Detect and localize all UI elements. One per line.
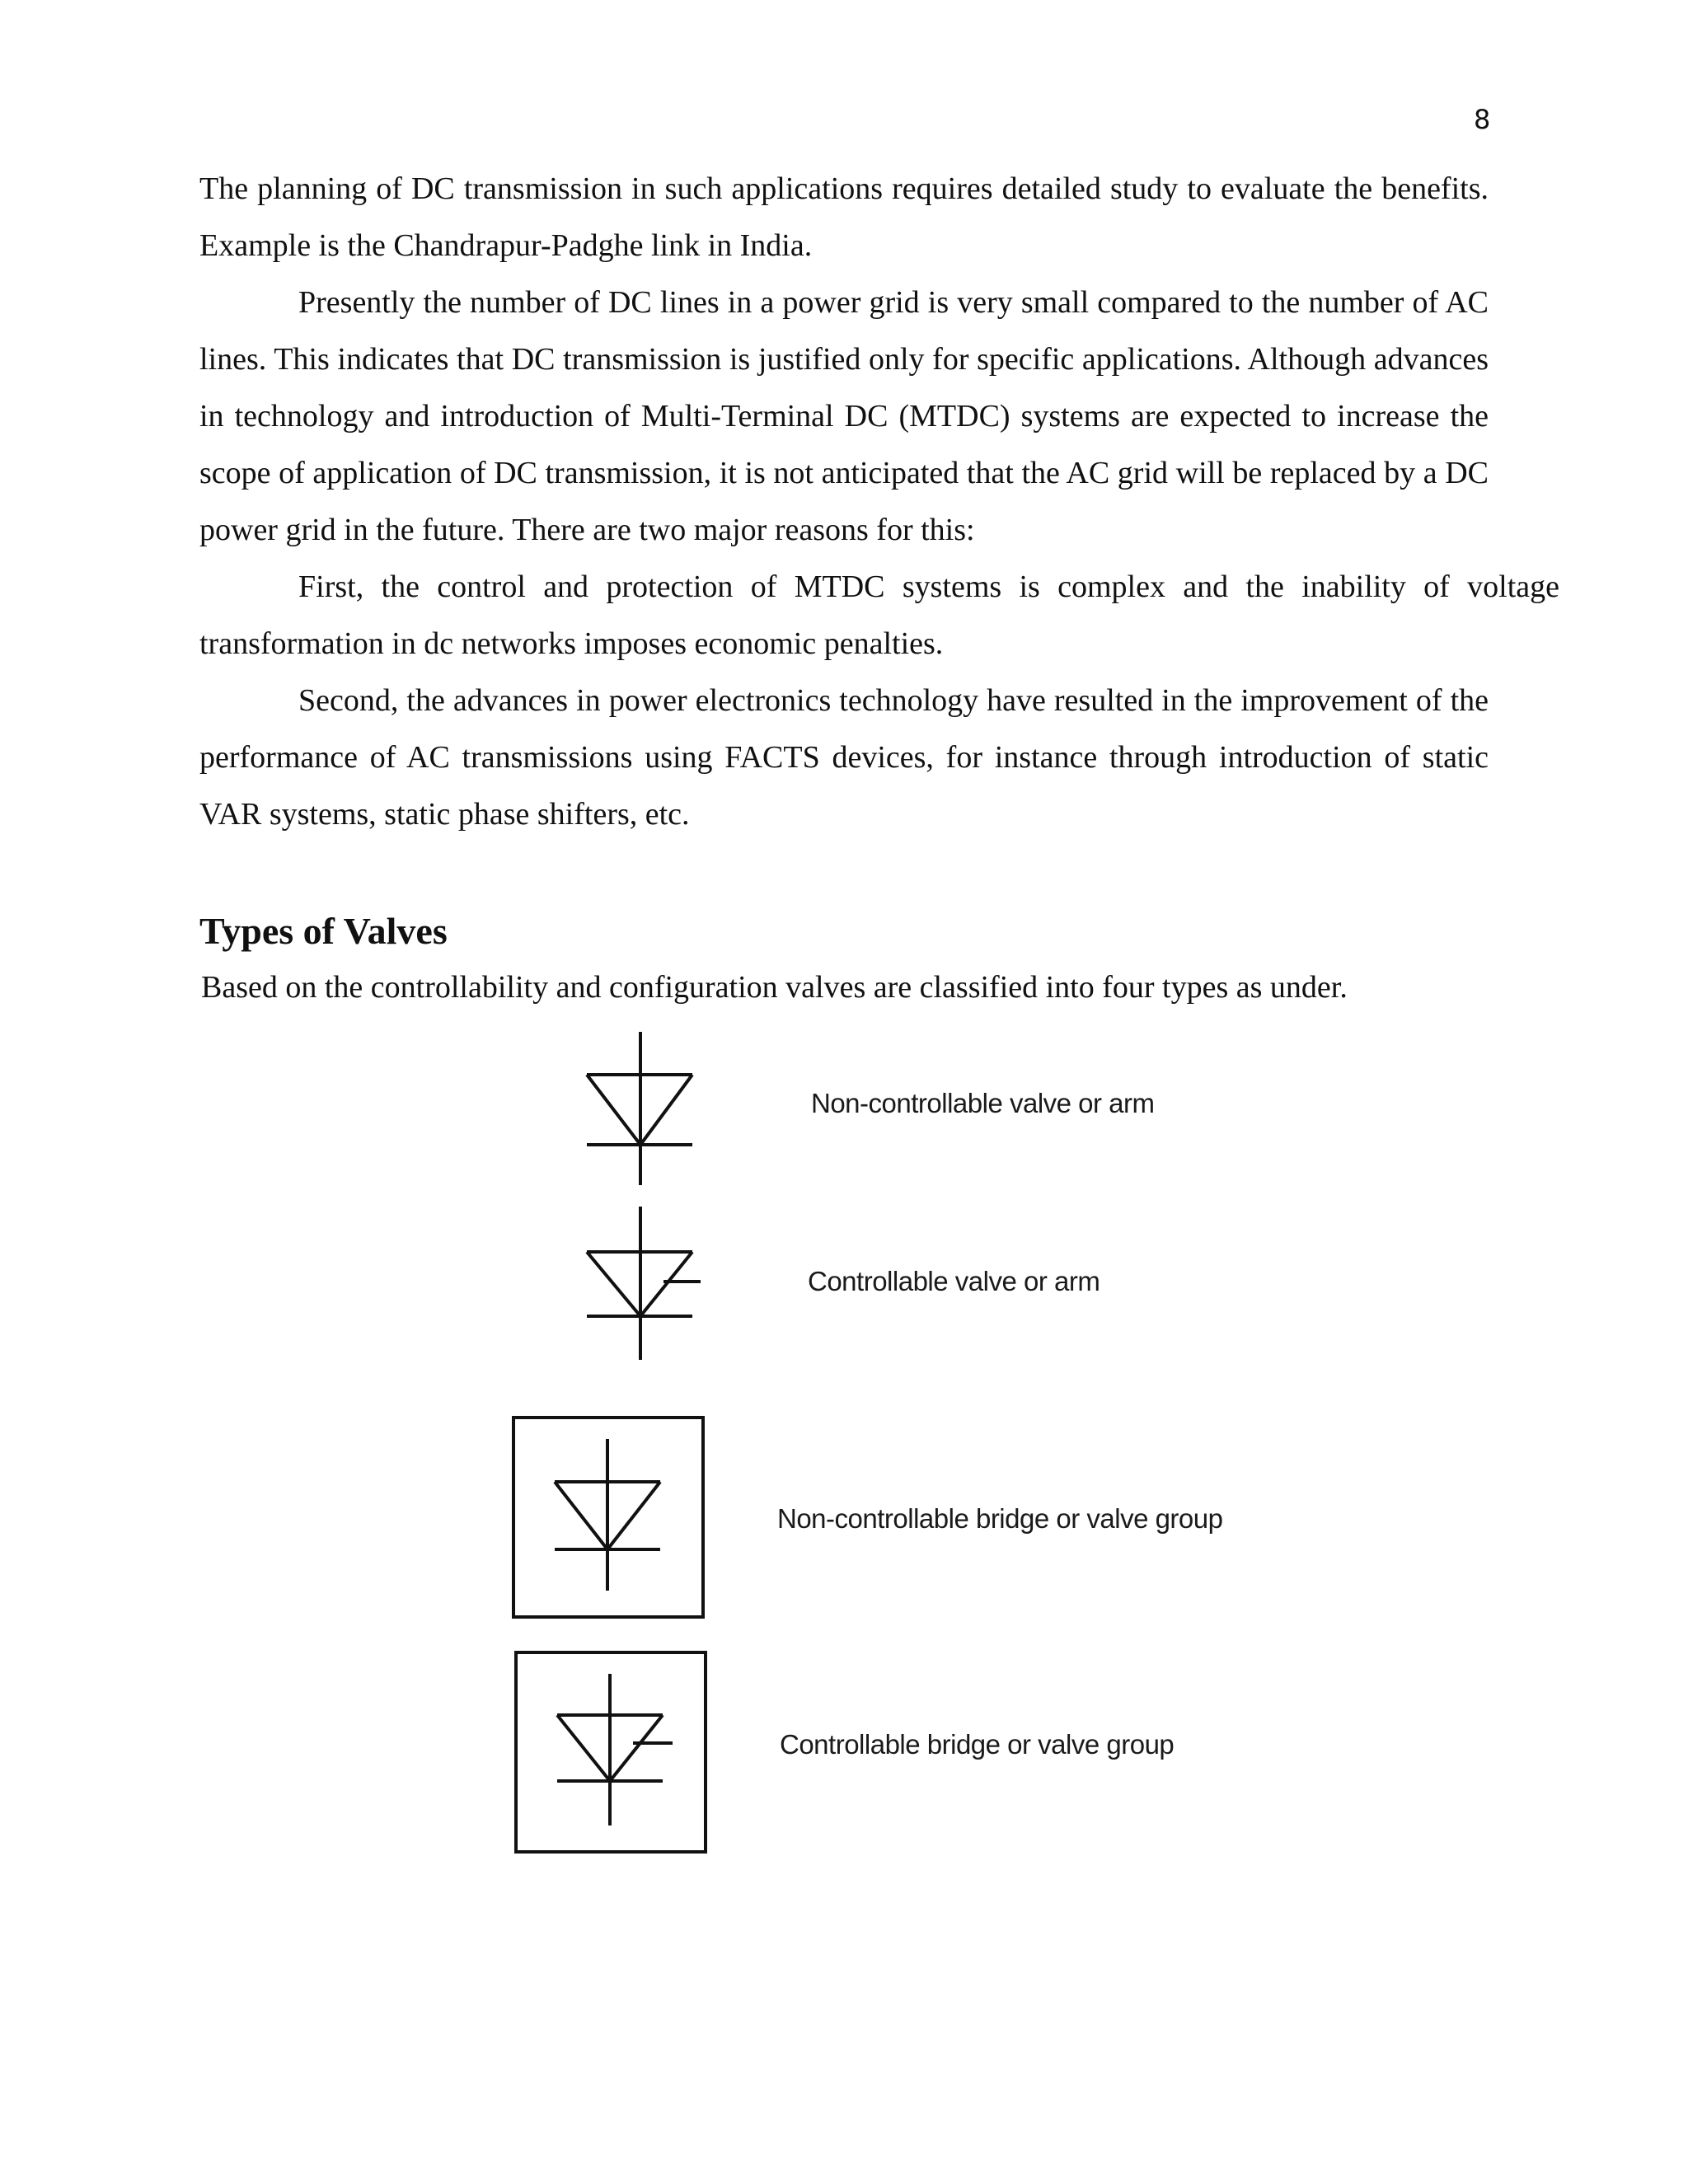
section-intro: Based on the controllability and configuration valves are classified into four types as under.	[201, 970, 1348, 1005]
valve-label-controllable-bridge: Controllable bridge or valve group	[780, 1729, 1175, 1760]
paragraph-first-reason: First, the control and protection of MTDC systems is complex and the inability of voltage transformation in dc networks imposes economic penalties.	[199, 569, 1559, 661]
valve-label-non-controllable-arm: Non-controllable valve or arm	[811, 1088, 1155, 1118]
boxed-diode-icon	[512, 1416, 705, 1619]
valve-label-controllable-arm: Controllable valve or arm	[808, 1266, 1100, 1296]
paragraph-dc-lines: Presently the number of DC lines in a power grid is very small compared to the number of AC lines. This indicates that DC transmission is justified only for specific applications. Although advances in technology and introduction of Multi-Terminal DC (MTDC) systems are expected to increase the scope of application of DC transmission, it is not anticipated that the AC grid will be replaced by a DC power grid in the future. There are two major reasons for this:	[199, 285, 1489, 547]
paragraph-planning: The planning of DC transmission in such applications requires detailed study to evaluate the benefits. Example is the Chandrapur-Padghe link in India.	[199, 171, 1489, 263]
page-number: 8	[1474, 104, 1491, 135]
diode-icon	[577, 1032, 709, 1185]
valve-label-non-controllable-bridge: Non-controllable bridge or valve group	[777, 1503, 1223, 1534]
section-heading: Types of Valves	[199, 910, 448, 952]
paragraph-second-reason: Second, the advances in power electronics technology have resulted in the improvement of the performance of AC transmissions using FACTS devices, for instance through introduction of static VAR systems, static phase shifters, etc.	[199, 683, 1489, 832]
thyristor-icon	[577, 1207, 709, 1360]
boxed-thyristor-icon	[514, 1651, 707, 1854]
